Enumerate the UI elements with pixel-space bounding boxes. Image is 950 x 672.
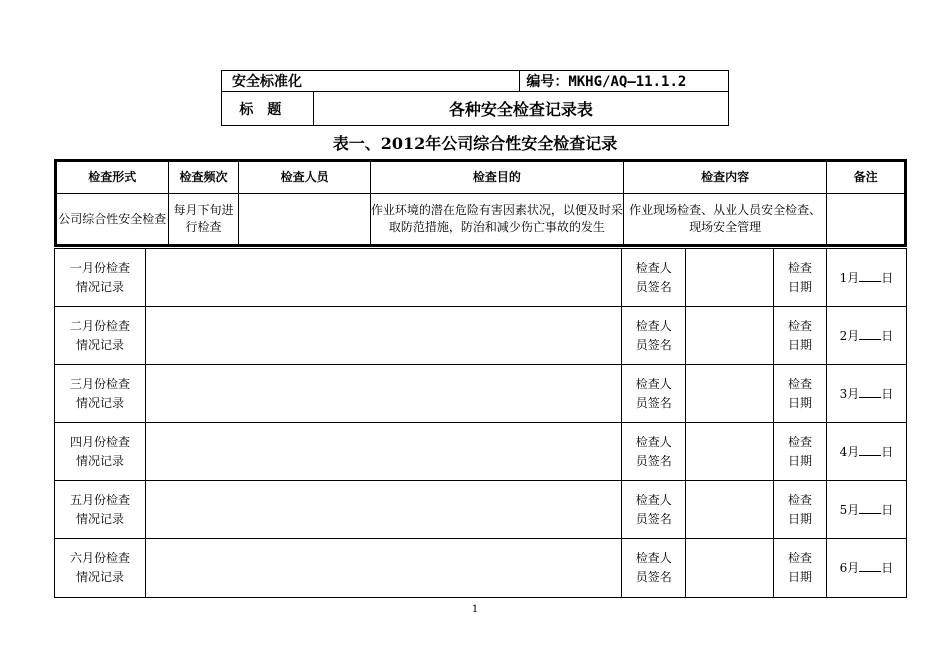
signature-label — [622, 539, 686, 598]
day-blank[interactable] — [859, 384, 881, 398]
page-title: 表一、2012年公司综合性安全检查记录 — [332, 134, 618, 153]
date-month: 3月 — [839, 386, 860, 401]
signature-label — [622, 249, 686, 307]
date-day: 日 — [881, 386, 894, 401]
signature-label-line: 员签名 — [635, 570, 672, 584]
form-title: 各种安全检查记录表 — [313, 92, 728, 126]
monthly-record-table — [54, 248, 907, 598]
date-label-line: 日期 — [788, 337, 813, 352]
header-form: 检查形式 — [56, 161, 169, 194]
date-day: 日 — [881, 444, 894, 459]
day-blank[interactable] — [859, 268, 881, 282]
month-record-row — [55, 423, 907, 481]
date-label-line: 检查 — [788, 376, 813, 391]
date-label — [774, 249, 827, 307]
date-month: 5月 — [839, 502, 860, 517]
record-field[interactable] — [145, 307, 621, 365]
date-label-line: 日期 — [788, 570, 813, 584]
month-record-row — [55, 365, 907, 423]
date-label — [774, 481, 827, 539]
signature-field[interactable] — [686, 365, 774, 423]
record-field[interactable] — [145, 423, 621, 481]
month-record-row — [55, 307, 907, 365]
month-label-line: 情况记录 — [75, 395, 124, 410]
month-label — [55, 365, 146, 423]
signature-field[interactable] — [686, 481, 774, 539]
signature-label-line: 检查人 — [635, 376, 672, 391]
month-label-line: 情况记录 — [75, 279, 124, 294]
month-record-row — [55, 249, 907, 307]
info-header-row — [56, 161, 906, 194]
signature-label-line: 检查人 — [635, 260, 672, 275]
month-label — [55, 307, 146, 365]
record-field[interactable] — [145, 249, 621, 307]
record-field[interactable] — [145, 365, 621, 423]
date-label — [774, 423, 827, 481]
date-label — [774, 307, 827, 365]
month-label — [55, 249, 146, 307]
header-inspectors: 检查人员 — [239, 161, 371, 194]
signature-label-line: 员签名 — [635, 453, 672, 468]
header-content: 检查内容 — [623, 161, 826, 194]
header-remark: 备注 — [827, 161, 906, 194]
date-month: 6月 — [839, 561, 860, 575]
date-label-line: 检查 — [788, 492, 813, 507]
date-label-line: 检查 — [788, 434, 813, 449]
page-number: 1 — [471, 604, 479, 615]
month-record-row — [55, 481, 907, 539]
month-label-line: 五月份检查 — [69, 492, 130, 507]
date-field[interactable] — [826, 539, 906, 598]
month-label-line: 一月份检查 — [69, 260, 130, 275]
signature-label-line: 检查人 — [635, 492, 672, 507]
document-header-table — [221, 70, 729, 126]
date-field[interactable] — [826, 423, 906, 481]
month-label-line: 六月份检查 — [69, 551, 130, 565]
month-label-line: 情况记录 — [75, 453, 124, 468]
day-blank[interactable] — [859, 558, 881, 572]
date-day: 日 — [881, 502, 894, 517]
title-label: 标题 — [222, 92, 314, 126]
signature-label-line: 员签名 — [635, 337, 672, 352]
inspection-purpose: 作业环境的潜在危险有害因素状况，以便及时采取防范措施，防治和减少伤亡事故的发生 — [370, 194, 623, 246]
standard-label: 安全标准化 — [222, 71, 520, 92]
info-data-row — [56, 194, 906, 246]
date-day: 日 — [881, 561, 894, 575]
date-label — [774, 539, 827, 598]
month-label-line: 情况记录 — [75, 570, 124, 584]
signature-label-line: 检查人 — [635, 551, 672, 565]
day-blank[interactable] — [859, 500, 881, 514]
date-label-line: 日期 — [788, 279, 813, 294]
signature-label-line: 员签名 — [635, 511, 672, 526]
document-code: 编号：MKHG/AQ—11.1.2 — [520, 71, 729, 92]
inspection-content: 作业现场检查、从业人员安全检查、现场安全管理 — [623, 194, 826, 246]
date-label-line: 日期 — [788, 453, 813, 468]
signature-label-line: 检查人 — [635, 318, 672, 333]
month-label-line: 情况记录 — [75, 511, 124, 526]
signature-field[interactable] — [686, 423, 774, 481]
date-field[interactable] — [826, 481, 906, 539]
signature-label — [622, 307, 686, 365]
signature-field[interactable] — [686, 539, 774, 598]
month-label-line: 四月份检查 — [69, 434, 130, 449]
inspection-form: 公司综合性安全检查 — [56, 194, 169, 246]
month-label-line: 三月份检查 — [69, 376, 130, 391]
day-blank[interactable] — [859, 326, 881, 340]
signature-label — [622, 423, 686, 481]
signature-label-line: 员签名 — [635, 395, 672, 410]
remark-field — [827, 194, 906, 246]
record-field[interactable] — [145, 539, 621, 598]
date-day: 日 — [881, 328, 894, 343]
date-field[interactable] — [826, 307, 906, 365]
date-field[interactable] — [826, 365, 906, 423]
signature-field[interactable] — [686, 307, 774, 365]
month-label — [55, 539, 146, 598]
month-record-row — [55, 539, 907, 598]
inspection-info-table — [54, 159, 907, 247]
signature-label-line: 员签名 — [635, 279, 672, 294]
date-label-line: 检查 — [788, 318, 813, 333]
date-label-line: 检查 — [788, 260, 813, 275]
header-frequency: 检查频次 — [168, 161, 239, 194]
date-label — [774, 365, 827, 423]
inspection-frequency: 每月下旬进行检查 — [168, 194, 239, 246]
date-month: 4月 — [839, 444, 860, 459]
month-label-line: 二月份检查 — [69, 318, 130, 333]
date-month: 2月 — [839, 328, 860, 343]
signature-field[interactable] — [686, 249, 774, 307]
month-label — [55, 423, 146, 481]
month-label-line: 情况记录 — [75, 337, 124, 352]
signature-label — [622, 365, 686, 423]
record-field[interactable] — [145, 481, 621, 539]
day-blank[interactable] — [859, 442, 881, 456]
date-label-line: 日期 — [788, 395, 813, 410]
date-label-line: 日期 — [788, 511, 813, 526]
inspectors-field — [239, 194, 371, 246]
header-purpose: 检查目的 — [370, 161, 623, 194]
month-label — [55, 481, 146, 539]
date-label-line: 检查 — [788, 551, 813, 565]
date-month: 1月 — [839, 270, 860, 285]
date-field[interactable] — [826, 249, 906, 307]
signature-label — [622, 481, 686, 539]
date-day: 日 — [881, 270, 894, 285]
signature-label-line: 检查人 — [635, 434, 672, 449]
